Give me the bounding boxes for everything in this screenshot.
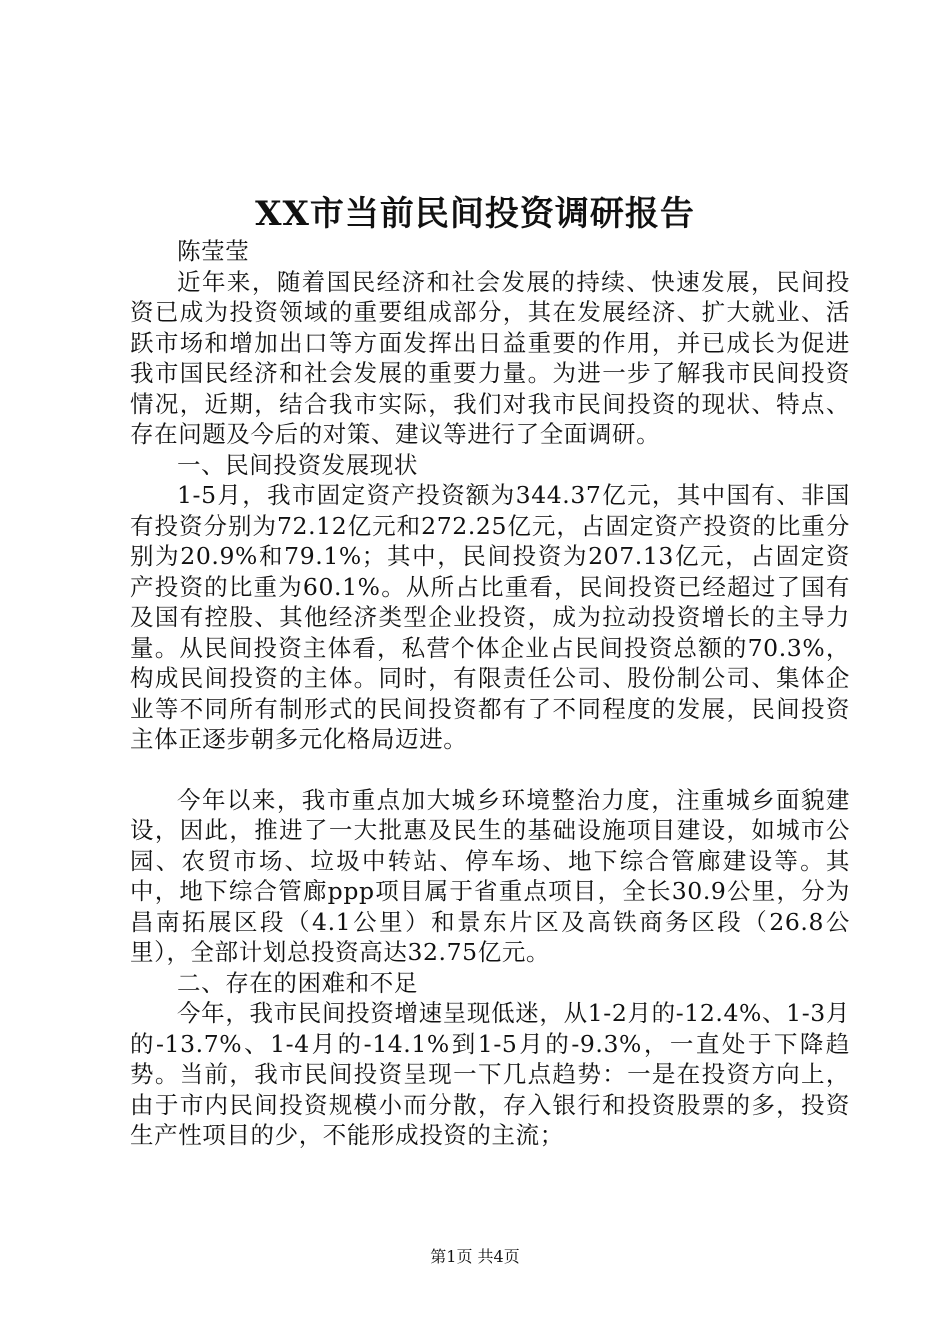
author-name: 陈莹莹 [177,237,250,265]
paragraph-infrastructure: 今年以来，我市重点加大城乡环境整治力度，注重城乡面貌建设，因此，推进了一大批惠及民生的基础设施项目建设，如城市公园、农贸市场、垃圾中转站、停车场、地下综合管廊建设等。其中，地下综合管廊ppp项目属于省重点项目，全长30.9公里，分为昌南拓展区段（4.1公里）和景东片区及高铁商务区段（26.8公里），全部计划总投资高达32.75亿元。 [130,785,850,966]
document-body [130,236,850,1151]
section-heading-1: 一、民间投资发展现状 [177,450,418,479]
section-heading-2: 二、存在的困难和不足 [177,968,418,997]
paragraph-intro: 近年来，随着国民经济和社会发展的持续、快速发展，民间投资已成为投资领域的重要组成部分，其在发展经济、扩大就业、活跃市场和增加出口等方面发挥出日益重要的作用，并已成长为促进我市国民经济和社会发展的重要力量。为进一步了解我市民间投资情况，近期，结合我市实际，我们对我市民间投资的现状、特点、存在问题及今后的对策、建议等进行了全面调研。 [130,267,850,448]
paragraph-status: 1-5月，我市固定资产投资额为344.37亿元，其中国有、非国有投资分别为72.12亿元和272.25亿元，占固定资产投资的比重分别为20.9%和79.1%；其中，民间投资为207.13亿元，占固定资产投资的比重为60.1%。从所占比重看，民间投资已经超过了国有及国有控股、其他经济类型企业投资，成为拉动投资增长的主导力量。从民间投资主体看，私营个体企业占民间投资总额的70.3%，构成民间投资的主体。同时，有限责任公司、股份制公司、集体企业等不同所有制形式的民间投资都有了不同程度的发展，民间投资主体正逐步朝多元化格局迈进。 [130,481,850,753]
document-title: XX市当前民间投资调研报告 [255,194,695,234]
paragraph-difficulties: 今年，我市民间投资增速呈现低迷，从1-2月的-12.4%、1-3月的-13.7%、1-4月的-14.1%到1-5月的-9.3%，一直处于下降趋势。当前，我市民间投资呈现一下几点趋势：一是在投资方向上，由于市内民间投资规模小而分散，存入银行和投资股票的多，投资生产性项目的少，不能形成投资的主流； [130,999,850,1149]
page-footer: 第1页 共4页 [430,1247,520,1266]
